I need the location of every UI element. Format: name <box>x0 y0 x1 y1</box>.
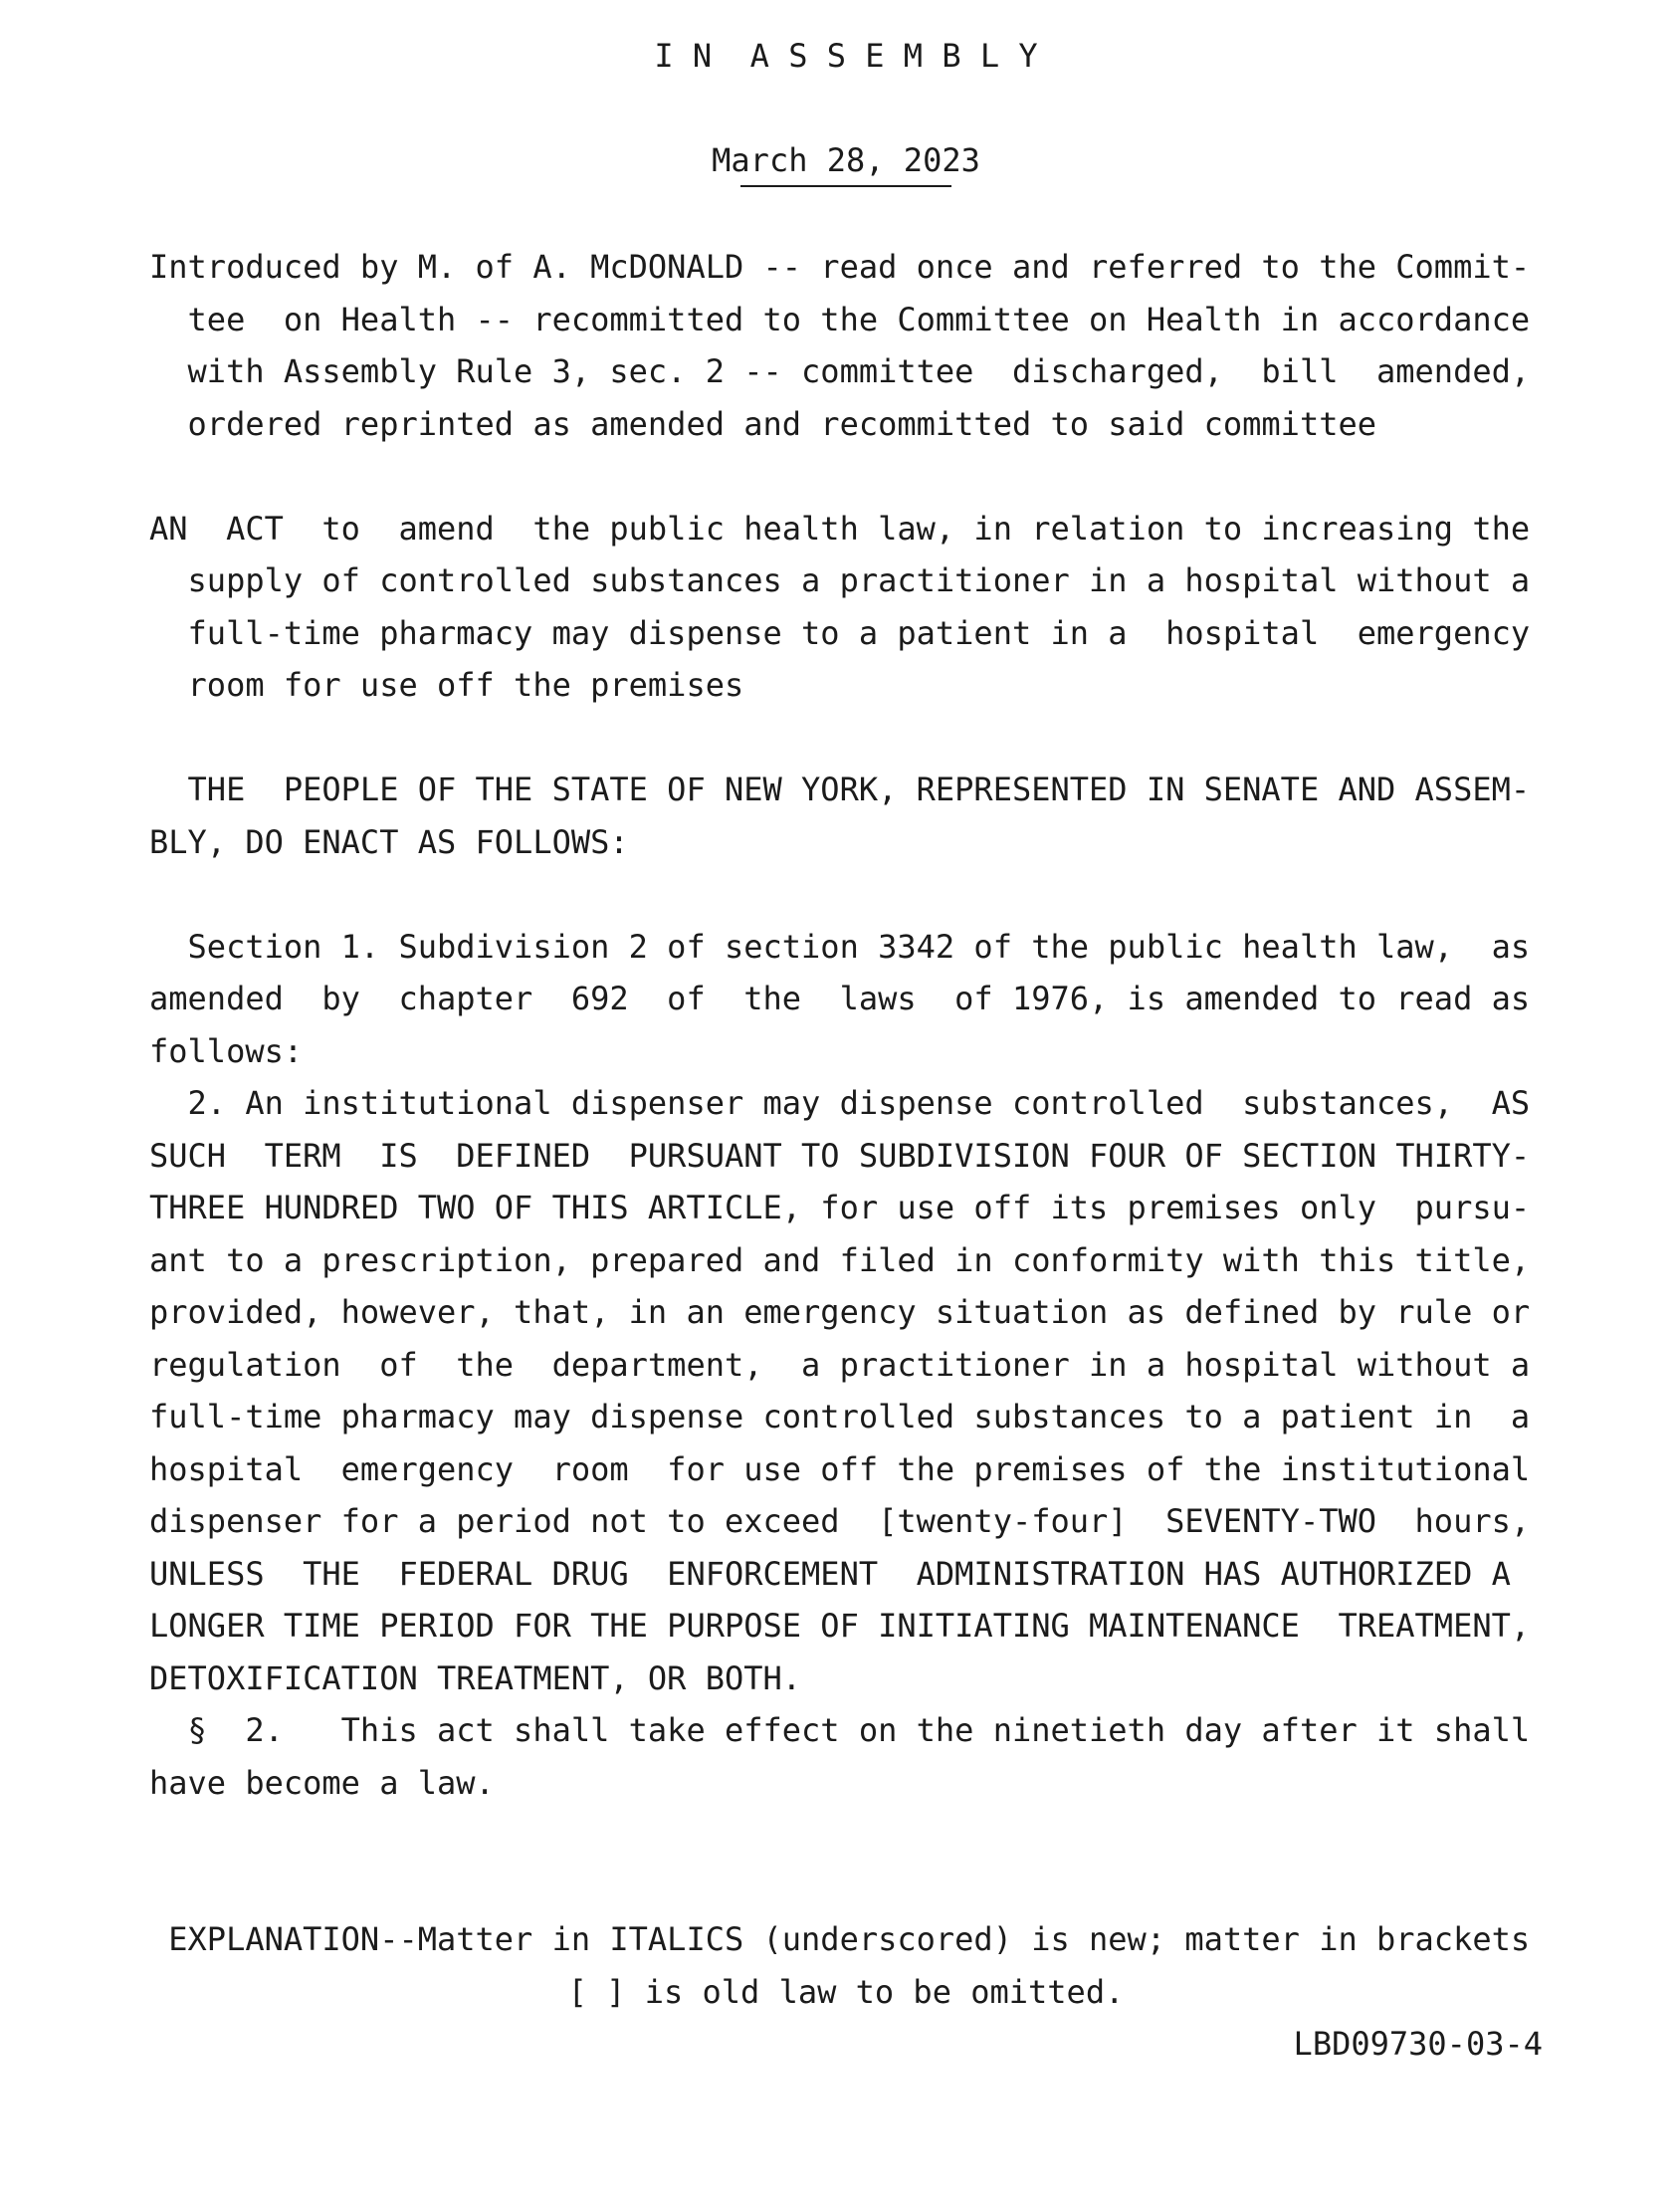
spacer <box>149 868 1543 921</box>
spacer <box>149 1809 1543 1862</box>
introduction-block <box>149 241 1543 450</box>
spacer <box>149 450 1543 503</box>
body-line: DETOXIFICATION TREATMENT, OR BOTH. <box>149 1658 802 1697</box>
act-title-line: AN ACT to amend the public health law, in relation to increasing the <box>149 509 1531 548</box>
body-line: THREE HUNDRED TWO OF THIS ARTICLE, for use off its premises only pursu- <box>149 1189 1531 1226</box>
introduction-line: with Assembly Rule 3, sec. 2 -- committee discharged, bill amended, <box>149 352 1531 390</box>
body-line: regulation of the department, a practitioner in a hospital without a <box>149 1345 1531 1384</box>
body-line: full-time pharmacy may dispense controlled substances to a patient in a <box>149 1398 1531 1435</box>
enacting-clause-line: BLY, DO ENACT AS FOLLOWS: <box>149 822 629 861</box>
document-code: LBD09730-03-4 <box>1293 2025 1543 2063</box>
spacer <box>149 712 1543 765</box>
title-rule <box>740 185 951 187</box>
bill-body <box>149 921 1543 1810</box>
body-line: ant to a prescription, prepared and filed in conformity with this title, <box>149 1240 1531 1279</box>
bill-date: March 28, 2023 <box>712 141 980 179</box>
body-line: have become a law. <box>149 1763 495 1802</box>
body-line: dispenser for a period not to exceed [twenty-four] SEVENTY-TWO hours, <box>149 1502 1531 1540</box>
enacting-clause-line: THE PEOPLE OF THE STATE OF NEW YORK, REPRESENTED IN SENATE AND ASSEM- <box>149 771 1531 808</box>
body-line: UNLESS THE FEDERAL DRUG ENFORCEMENT ADMINISTRATION HAS AUTHORIZED A <box>149 1554 1511 1593</box>
body-line: follows: <box>149 1031 304 1070</box>
act-title-line: supply of controlled substances a practitioner in a hospital without a <box>149 561 1531 599</box>
chamber-heading: I N A S S E M B L Y <box>654 37 1038 75</box>
explanation-line: [ ] is old law to be omitted. <box>567 1972 1125 2011</box>
body-line: provided, however, that, in an emergency situation as defined by rule or <box>149 1293 1531 1331</box>
enacting-clause <box>149 764 1543 868</box>
body-line: 2. An institutional dispenser may dispense controlled substances, AS <box>149 1084 1531 1122</box>
act-title-block <box>149 503 1543 712</box>
body-line: Section 1. Subdivision 2 of section 3342 of the public health law, as <box>149 927 1531 966</box>
spacer <box>149 189 1543 242</box>
body-line: LONGER TIME PERIOD FOR THE PURPOSE OF INITIATING MAINTENANCE TREATMENT, <box>149 1607 1531 1645</box>
body-line: SUCH TERM IS DEFINED PURSUANT TO SUBDIVISION FOUR OF SECTION THIRTY- <box>149 1136 1531 1175</box>
bill-page <box>149 30 1543 2071</box>
introduction-line: ordered reprinted as amended and recommitted to said committee <box>149 404 1376 443</box>
act-title-line: room for use off the premises <box>149 666 744 704</box>
introduction-line: Introduced by M. of A. McDONALD -- read once and referred to the Commit- <box>149 248 1531 286</box>
explanation-footer <box>149 1913 1543 2071</box>
spacer <box>149 1862 1543 1914</box>
spacer <box>149 83 1543 135</box>
body-line: § 2. This act shall take effect on the ninetieth day after it shall <box>149 1711 1531 1749</box>
act-title-line: full-time pharmacy may dispense to a patient in a hospital emergency <box>149 613 1531 652</box>
introduction-line: tee on Health -- recommitted to the Committee on Health in accordance <box>149 300 1531 338</box>
body-line: amended by chapter 692 of the laws of 1976, is amended to read as <box>149 980 1531 1017</box>
explanation-line: EXPLANATION--Matter in ITALICS (underscored) is new; matter in brackets <box>149 1920 1531 1958</box>
body-line: hospital emergency room for use off the premises of the institutional <box>149 1449 1531 1488</box>
